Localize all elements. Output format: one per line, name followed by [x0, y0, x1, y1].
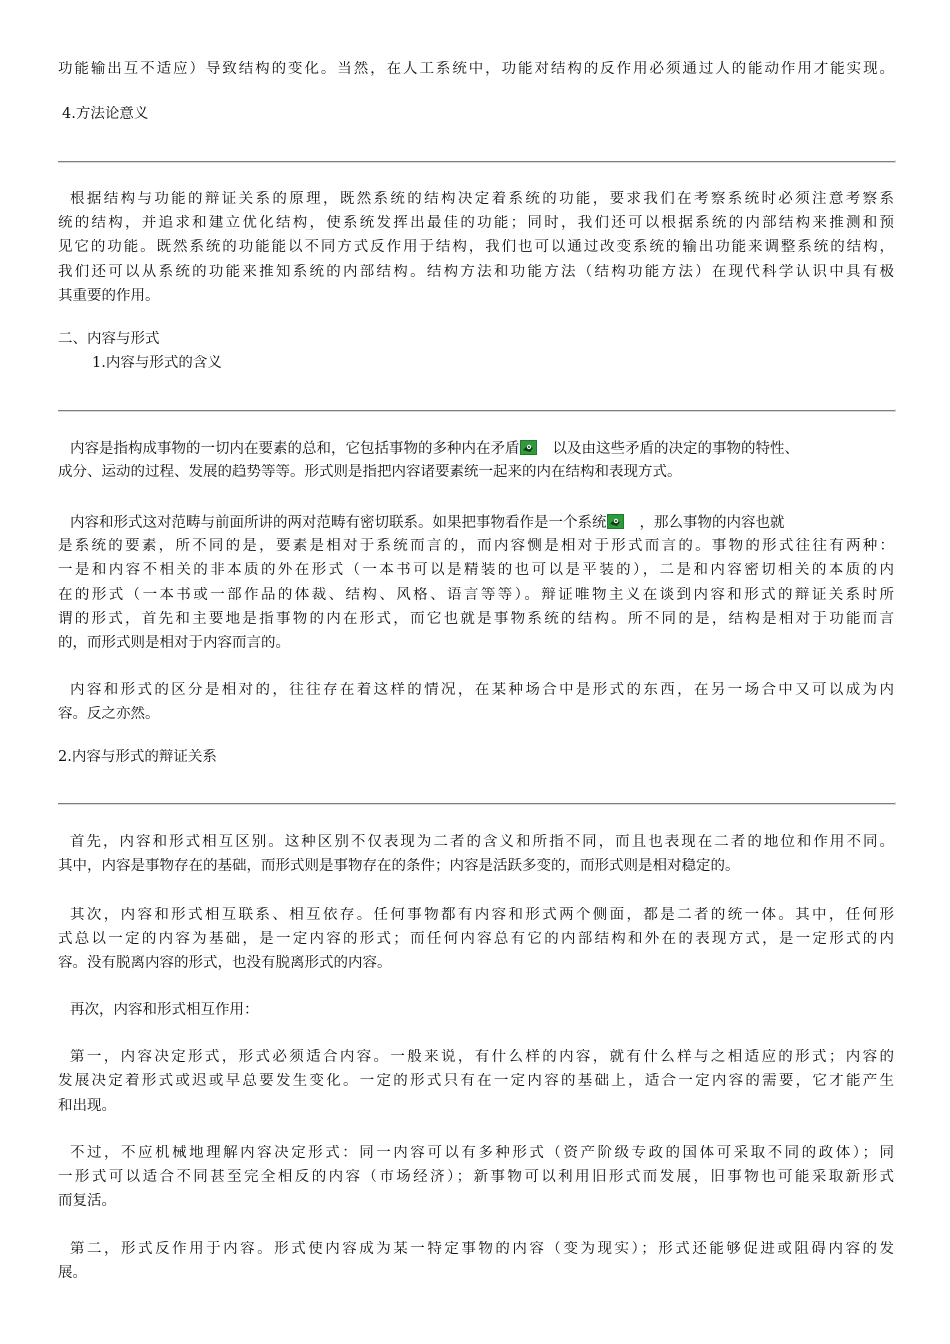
- paragraph-line: 发展决定着形式或迟或早总要发生变化。一定的形式只有在一定内容的基础上，适合一定内容的需要，它才能产生: [58, 1073, 894, 1089]
- paragraph-text: 以及由这些矛盾的决定的事物的特性、: [552, 441, 799, 457]
- subsection-heading: 2.内容与形式的辩证关系: [58, 749, 217, 765]
- paragraph-line: 其重要的作用。: [58, 288, 160, 304]
- horizontal-divider: [58, 161, 895, 163]
- paragraph-line: [70, 440, 894, 458]
- paragraph-line: 首先，内容和形式相互区别。这种区别不仅表现为二者的含义和所指不同，而且也表现在二者的地位和作用不同。: [70, 834, 894, 850]
- paragraph-line: 一形式可以适合不同甚至完全相反的内容（市场经济）；新事物可以利用旧形式而发展，旧事物也可能采取新形式: [58, 1169, 894, 1185]
- paragraph-line: 一是和内容不相关的非本质的外在形式（一本书可以是精装的也可以是平装的），二是和内容密切相关的本质的内: [58, 562, 894, 578]
- paragraph-line: 见它的功能。既然系统的功能能以不同方式反作用于结构，我们也可以通过改变系统的输出功能来调整系统的结构，: [58, 239, 894, 255]
- paragraph-line: 式总以一定的内容为基础，是一定内容的形式；而任何内容总有它的内部结构和外在的表现方式，是一定形式的内: [58, 931, 894, 947]
- section-heading: 二、内容与形式: [58, 331, 160, 347]
- paragraph-line: 其中，内容是事物存在的基础，而形式则是事物存在的条件；内容是活跃多变的，而形式则是相对稳定的。: [58, 858, 740, 874]
- horizontal-divider: [58, 803, 895, 805]
- paragraph-line: 而复活。: [58, 1193, 116, 1209]
- link-icon[interactable]: [520, 440, 537, 455]
- paragraph-line: 的，而形式则是相对于内容而言的。: [58, 635, 290, 651]
- paragraph-text: 内容和形式这对范畴与前面所讲的两对范畴有密切联系。如果把事物看作是一个系统: [70, 515, 607, 531]
- paragraph-line: 内容和形式的区分是相对的，往往存在着这样的情况，在某种场合中是形式的东西，在另一场合中又可以成为内: [70, 682, 894, 698]
- paragraph-line: 在的形式（一本书或一部作品的体裁、结构、风格、语言等等）。辩证唯物主义在谈到内容和形式的辩证关系时所: [58, 587, 894, 603]
- paragraph-line: 第一，内容决定形式，形式必须适合内容。一般来说，有什么样的内容，就有什么样与之相适应的形式；内容的: [70, 1049, 894, 1065]
- link-icon[interactable]: [607, 514, 624, 529]
- paragraph-line: 其次，内容和形式相互联系、相互依存。任何事物都有内容和形式两个侧面，都是二者的统一体。其中，任何形: [70, 907, 894, 923]
- paragraph-line: [70, 514, 894, 532]
- subsection-heading: 1.内容与形式的含义: [92, 355, 222, 371]
- paragraph-line: 谓的形式，首先和主要地是指事物的内在形式，而它也就是事物系统的结构。所不同的是，结构是相对于功能而言: [58, 611, 894, 627]
- paragraph-line: 展。: [58, 1265, 87, 1281]
- paragraph-line: 和出现。: [58, 1098, 116, 1114]
- section-heading: 4.方法论意义: [62, 106, 149, 122]
- paragraph-line: 不过，不应机械地理解内容决定形式：同一内容可以有多种形式（资产阶级专政的国体可采取不同的政体）；同: [70, 1145, 894, 1161]
- horizontal-divider: [58, 410, 895, 412]
- paragraph-line: 容。没有脱离内容的形式，也没有脱离形式的内容。: [58, 955, 392, 971]
- paragraph-line: 容。反之亦然。: [58, 706, 160, 722]
- paragraph-line: 统的结构，并追求和建立优化结构，使系统发挥出最佳的功能；同时，我们还可以根据系统的内部结构来推测和预: [58, 215, 894, 231]
- paragraph-line: 成分、运动的过程、发展的趋势等等。形式则是指把内容诸要素统一起来的内在结构和表现方式。: [58, 464, 682, 480]
- paragraph-line: 再次，内容和形式相互作用：: [70, 1002, 259, 1018]
- paragraph-text: ，那么事物的内容也就: [639, 515, 785, 531]
- paragraph-line: 第二，形式反作用于内容。形式使内容成为某一特定事物的内容（变为现实）；形式还能够促进或阻碍内容的发: [70, 1241, 894, 1257]
- paragraph-line: 我们还可以从系统的功能来推知系统的内部结构。结构方法和功能方法（结构功能方法）在现代科学认识中具有极: [58, 264, 894, 280]
- paragraph-line: 是系统的要素，所不同的是，要素是相对于系统而言的，而内容恻是相对于形式而言的。事物的形式往往有两种：: [58, 538, 894, 554]
- paragraph-line: 功能输出互不适应）导致结构的变化。当然，在人工系统中，功能对结构的反作用必须通过人的能动作用才能实现。: [58, 61, 894, 77]
- paragraph-text: 内容是指构成事物的一切内在要素的总和，它包括事物的多种内在矛盾: [70, 441, 520, 457]
- paragraph-line: 根据结构与功能的辩证关系的原理，既然系统的结构决定着系统的功能，要求我们在考察系统时必须注意考察系: [70, 191, 894, 207]
